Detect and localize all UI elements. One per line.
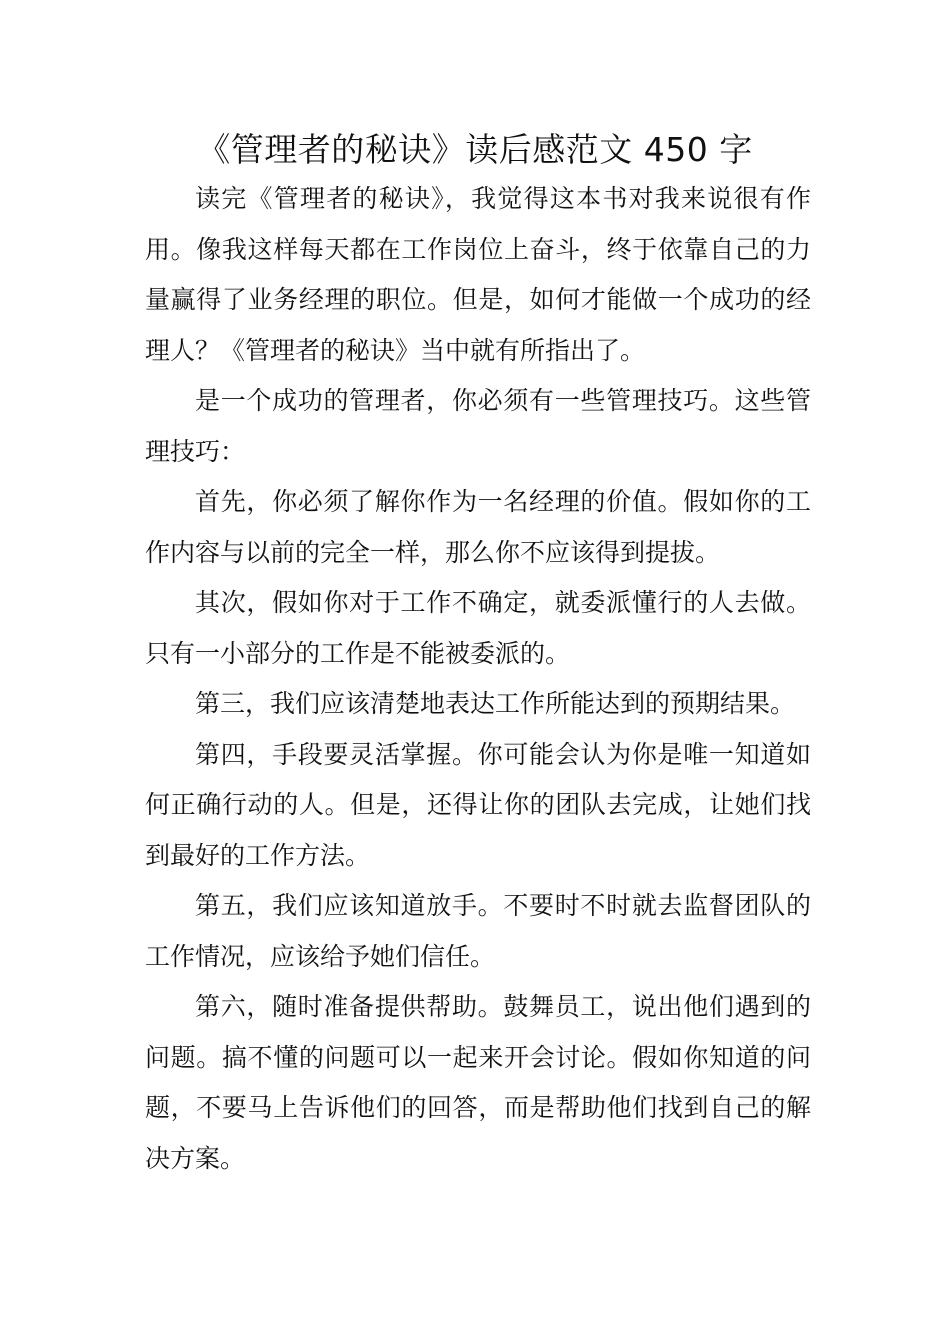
- paragraph-fourth: 第四，手段要灵活掌握。你可能会认为你是唯一知道如何正确行动的人。但是，还得让你的团队去完成，让她们找到最好的工作方法。: [145, 739, 811, 870]
- document-body: [145, 174, 811, 1184]
- paragraph-sixth: 第六，随时准备提供帮助。鼓舞员工，说出他们遇到的问题。搞不懂的问题可以一起来开会讨论。假如你知道的问题，不要马上告诉他们的回答，而是帮助他们找到自己的解决方案。: [145, 992, 811, 1173]
- paragraph-second: 其次，假如你对于工作不确定，就委派懂行的人去做。只有一小部分的工作是不能被委派的。: [145, 588, 811, 668]
- page-title: 《管理者的秘诀》读后感范文 450 字: [197, 130, 753, 169]
- paragraph-skills-intro: 是一个成功的管理者，你必须有一些管理技巧。这些管理技巧：: [145, 386, 811, 466]
- paragraph-first: 首先，你必须了解你作为一名经理的价值。假如你的工作内容与以前的完全一样，那么你不应该得到提拔。: [145, 487, 811, 567]
- paragraph-third: 第三，我们应该清楚地表达工作所能达到的预期结果。: [195, 689, 796, 718]
- paragraph-fifth: 第五，我们应该知道放手。不要时不时就去监督团队的工作情况，应该给予她们信任。: [145, 891, 811, 971]
- paragraph-intro: 读完《管理者的秘诀》，我觉得这本书对我来说很有作用。像我这样每天都在工作岗位上奋斗，终于依靠自己的力量赢得了业务经理的职位。但是，如何才能做一个成功的经理人？《管理者的秘诀》当中就有所指出了。: [145, 184, 811, 365]
